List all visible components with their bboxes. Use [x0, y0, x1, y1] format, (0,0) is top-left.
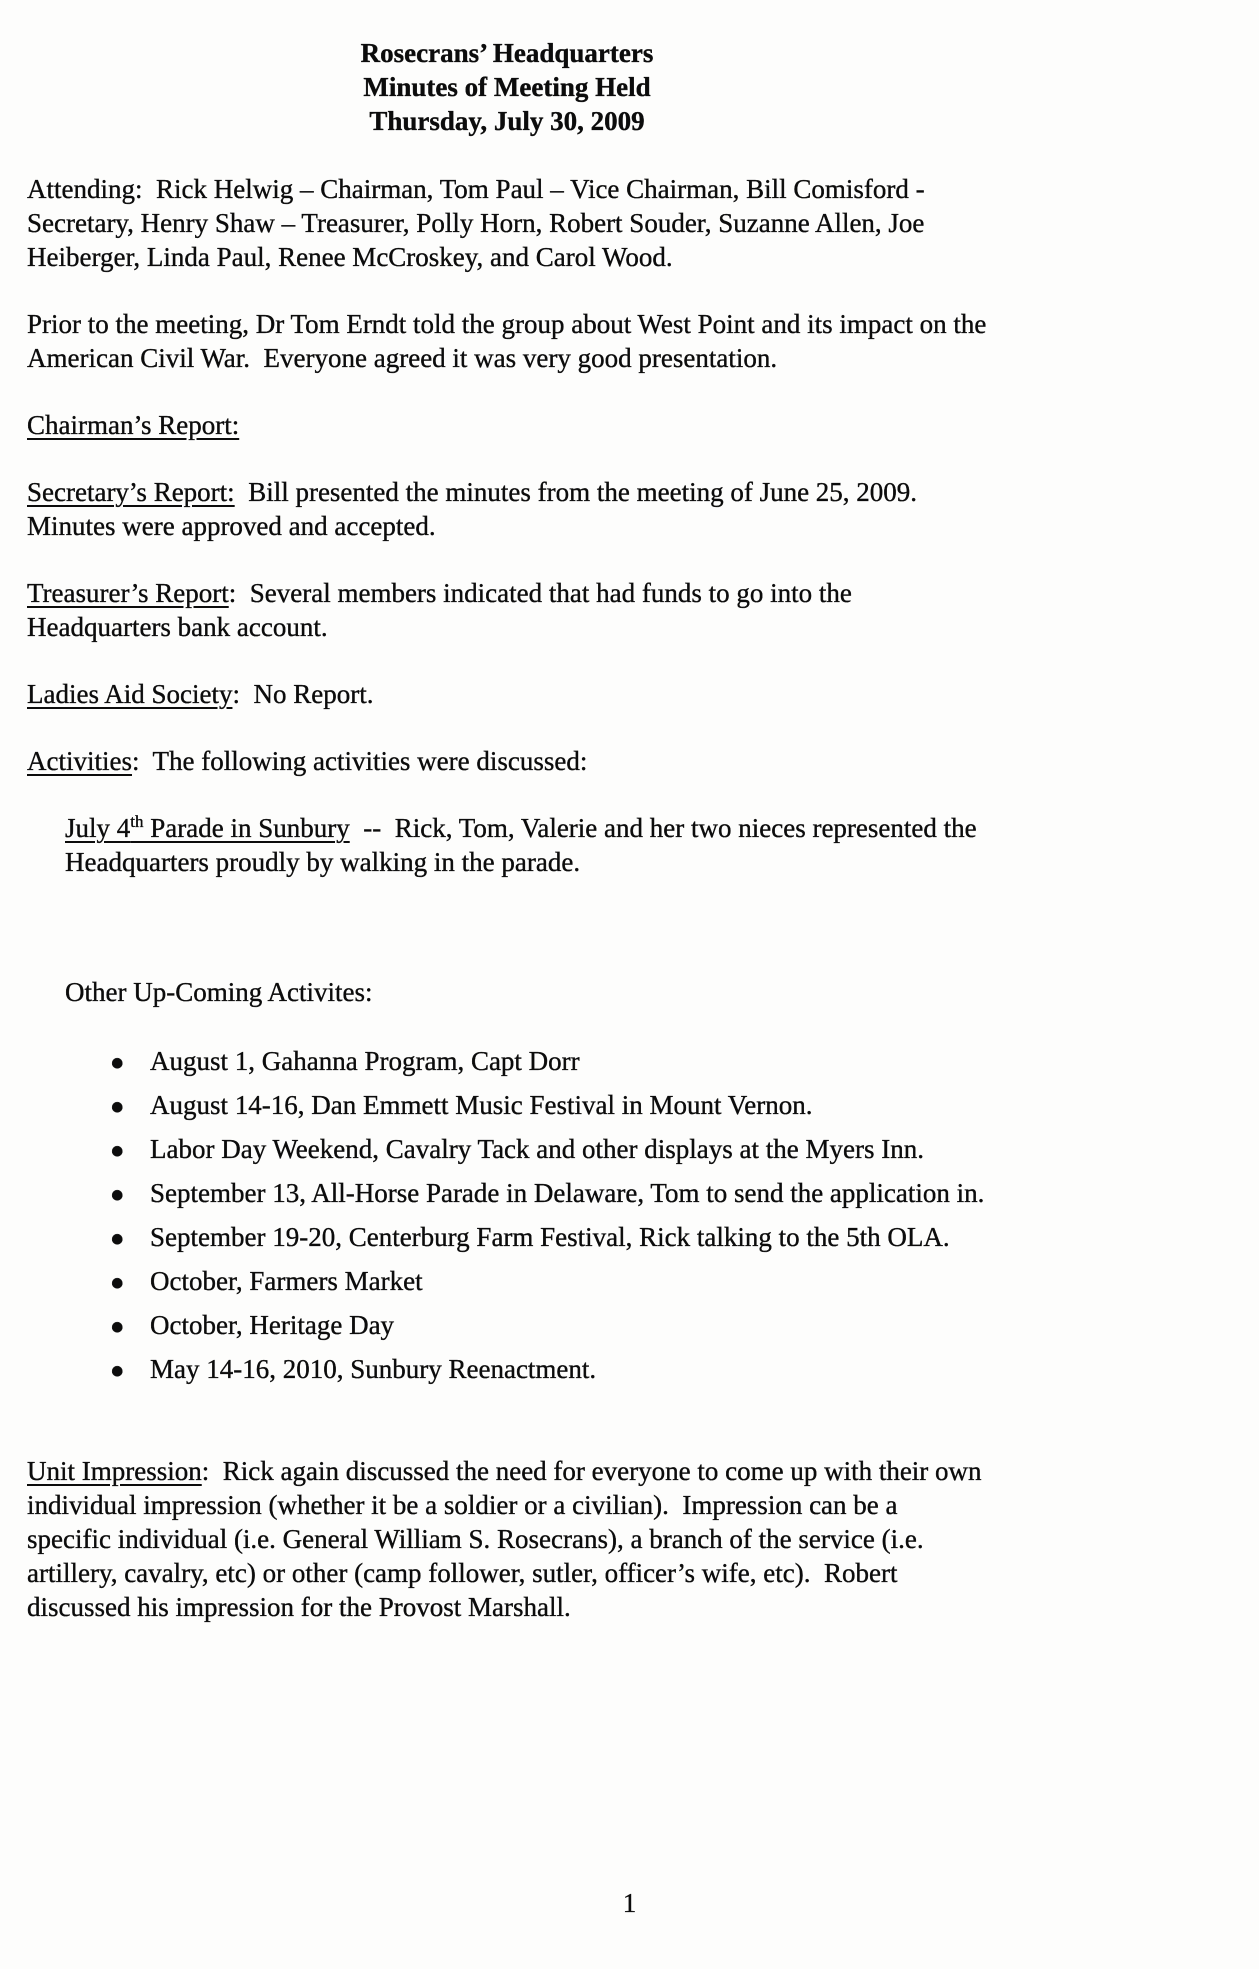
upcoming-activities-list — [110, 1044, 987, 1388]
document-title — [27, 36, 987, 138]
list-item — [110, 1132, 987, 1168]
title-line-3: Thursday, July 30, 2009 — [369, 106, 645, 136]
upcoming-activities-label-text: Other Up-Coming Activites: — [65, 977, 373, 1007]
bullet-icon: ● — [110, 1270, 125, 1296]
july4-parade-heading — [65, 813, 350, 843]
bullet-icon: ● — [110, 1050, 125, 1076]
bullet-icon: ● — [110, 1094, 125, 1120]
title-line-1: Rosecrans’ Headquarters — [360, 38, 654, 68]
unit-impression-heading: Unit Impression — [27, 1456, 202, 1486]
bullet-icon: ● — [110, 1314, 125, 1340]
bullet-icon: ● — [110, 1226, 125, 1252]
list-item — [110, 1352, 987, 1388]
attending-text: Attending: Rick Helwig – Chairman, Tom Paul – Vice Chairman, Bill Comisford - Secretary, Henry Shaw – Treasurer, Polly Horn, Robert Souder, Suzanne Allen, Joe Heiberger, Linda Paul, Renee McCroskey, and Carol Wood. — [27, 174, 932, 272]
list-item — [110, 1176, 987, 1212]
july4-separator: -- — [349, 813, 395, 843]
page-number: 1 — [622, 1888, 637, 1918]
activities-separator: : — [131, 746, 153, 776]
ladies-aid-society-section — [27, 677, 987, 711]
secretarys-report-section — [27, 475, 987, 543]
activities-body: The following activities were discussed: — [152, 746, 588, 776]
list-item-text: August 14-16, Dan Emmett Music Festival in Mount Vernon. — [150, 1090, 813, 1120]
ladies-aid-society-separator: : — [232, 679, 254, 709]
chairmans-report-section — [27, 408, 987, 442]
treasurers-report-section — [27, 576, 987, 644]
attending-paragraph — [27, 172, 987, 274]
list-item-text: May 14-16, 2010, Sunbury Reenactment. — [150, 1354, 597, 1384]
list-item — [110, 1264, 987, 1300]
list-item — [110, 1220, 987, 1256]
july4-heading-prefix: July 4 — [65, 813, 131, 843]
title-line-2: Minutes of Meeting Held — [363, 72, 651, 102]
secretarys-report-body: Bill presented the minutes from the meeting of June 25, 2009. Minutes were approved and accepted. — [27, 477, 924, 541]
activities-section — [27, 744, 987, 778]
list-item-text: October, Heritage Day — [150, 1310, 395, 1340]
list-item-text: October, Farmers Market — [150, 1266, 423, 1296]
bullet-icon: ● — [110, 1358, 125, 1384]
july4-heading-superscript: th — [130, 812, 144, 831]
list-item-text: September 13, All-Horse Parade in Delaware, Tom to send the application in. — [150, 1178, 985, 1208]
list-item — [110, 1044, 987, 1080]
secretarys-report-heading: Secretary’s Report: — [27, 477, 235, 507]
unit-impression-body: Rick again discussed the need for everyone to come up with their own individual impression (whether it be a soldier or a civilian). Impression can be a specific individual (i.e. General William S. Rosecrans), a branch of the service (i.e. artillery, cavalry, etc) or other (camp follower, sutler, officer’s wife, etc). Robert discussed his impression for the Provost Marshall. — [27, 1456, 989, 1622]
secretarys-report-separator — [235, 477, 249, 507]
treasurers-report-separator: : — [228, 578, 250, 608]
treasurers-report-heading: Treasurer’s Report — [27, 578, 229, 608]
july4-parade-paragraph — [65, 811, 987, 879]
bullet-icon: ● — [110, 1138, 125, 1164]
prior-meeting-paragraph — [27, 307, 992, 375]
ladies-aid-society-heading: Ladies Aid Society — [27, 679, 233, 709]
prior-meeting-text: Prior to the meeting, Dr Tom Erndt told the group about West Point and its impact on the American Civil War. Everyone agreed it was very good presentation. — [27, 309, 992, 373]
july4-heading-rest: Parade in Sunbury — [143, 813, 350, 843]
chairmans-report-heading: Chairman’s Report: — [27, 410, 240, 440]
upcoming-activities-label — [65, 975, 987, 1009]
list-item-text: Labor Day Weekend, Cavalry Tack and other displays at the Myers Inn. — [150, 1134, 924, 1164]
unit-impression-section — [27, 1454, 987, 1624]
bullet-icon: ● — [110, 1182, 125, 1208]
unit-impression-separator: : — [201, 1456, 223, 1486]
list-item — [110, 1088, 987, 1124]
list-item — [110, 1308, 987, 1344]
treasurers-report-body: Several members indicated that had funds to go into the Headquarters bank account. — [27, 578, 859, 642]
ladies-aid-society-body: No Report. — [253, 679, 374, 709]
activities-heading: Activities — [27, 746, 132, 776]
list-item-text: August 1, Gahanna Program, Capt Dorr — [150, 1046, 580, 1076]
list-item-text: September 19-20, Centerburg Farm Festival, Rick talking to the 5th OLA. — [150, 1222, 950, 1252]
july4-body: Rick, Tom, Valerie and her two nieces represented the Headquarters proudly by walking in the parade. — [65, 813, 984, 877]
